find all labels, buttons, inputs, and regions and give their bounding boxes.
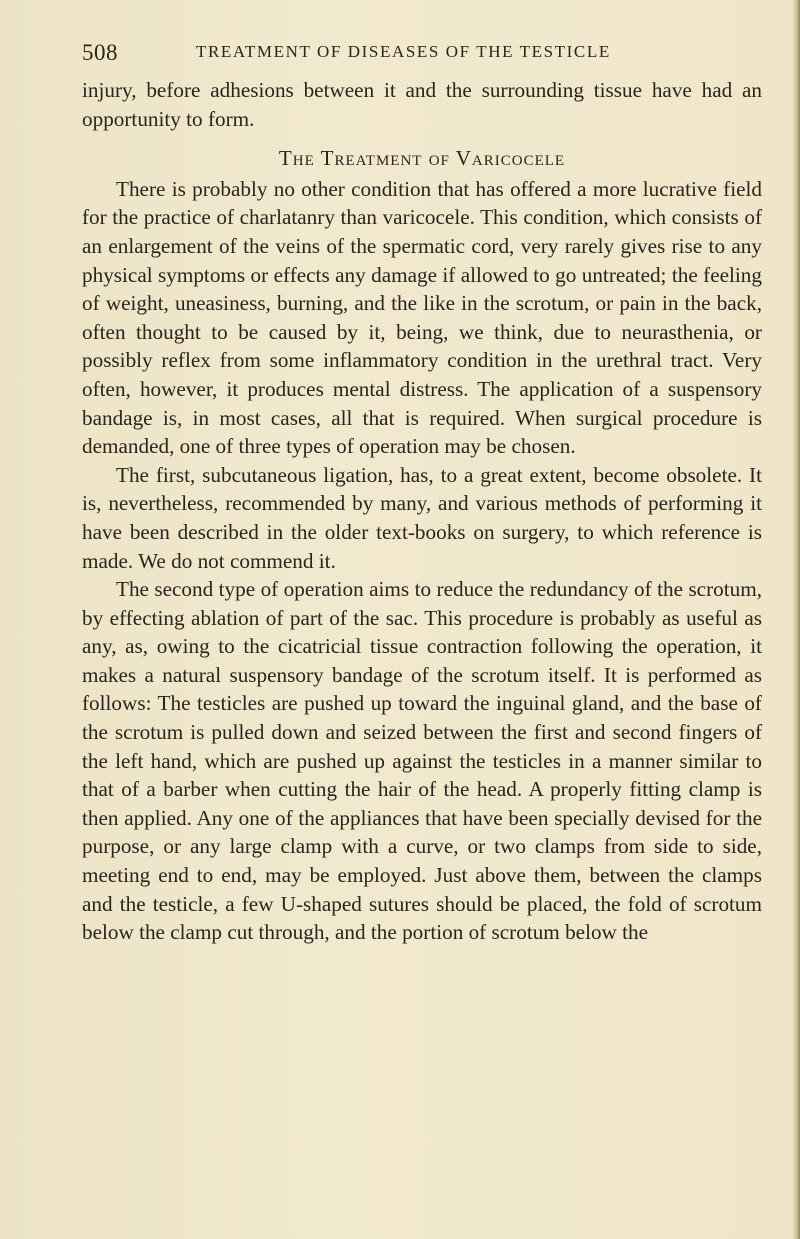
running-head — [82, 40, 762, 70]
paragraph-subcutaneous-ligation: The first, subcutaneous ligation, has, to a great extent, become obsolete. It is, nevertheless, recommended by many, and various methods of performing it have been described in the older text-books on surgery, to which reference is made. We do not commend it. — [82, 462, 762, 573]
body-text — [82, 76, 762, 947]
page-number: 508 — [82, 40, 118, 65]
page-edge-shadow — [792, 0, 800, 1239]
paragraph-second-operation: The second type of operation aims to reduce the redundancy of the scrotum, by effecting ablation of part of the sac. This procedure is probably as useful as any, as, owing to the cicatricial tissue contraction following the operation, it makes a natural suspensory bandage of the scrotum itself. It is performed as follows: The testicles are pushed up toward the inguinal gland, and the base of the scrotum is pulled down and seized between the first and second fingers of the left hand, which are pushed up against the testicles in a manner similar to that of a barber when cutting the hair of the head. A properly fitting clamp is then applied. Any one of the appliances that have been specially devised for the purpose, or any large clamp with a curve, or two clamps from side to side, meeting end to end, may be employed. Just above them, between the clamps and the testicle, a few U-shaped sutures should be placed, the fold of scrotum below the clamp cut through, and the portion of scrotum below the — [82, 577, 762, 945]
section-heading: The Treatment of Varicocele — [278, 146, 566, 171]
opening-paragraph: injury, before adhesions between it and the surrounding tissue have had an opportunity to form. — [82, 78, 762, 131]
paragraph-charlatanry: There is probably no other condition that has offered a more lucrative field for the practice of charlatanry than varicocele. This condition, which consists of an enlargement of the veins of the spermatic cord, very rarely gives rise to any physical symptoms or effects any damage if allowed to go untreated; the feeling of weight, uneasiness, burning, and the like in the scrotum, or pain in the back, often thought to be caused by it, being, we think, due to neurasthenia, or possibly reflex from some inflammatory condition in the urethral tract. Very often, however, it produces mental distress. The application of a suspensory bandage is, in most cases, all that is required. When surgical procedure is demanded, one of three types of operation may be chosen. — [82, 176, 762, 459]
running-title: TREATMENT OF DISEASES OF THE TESTICLE — [196, 42, 611, 61]
